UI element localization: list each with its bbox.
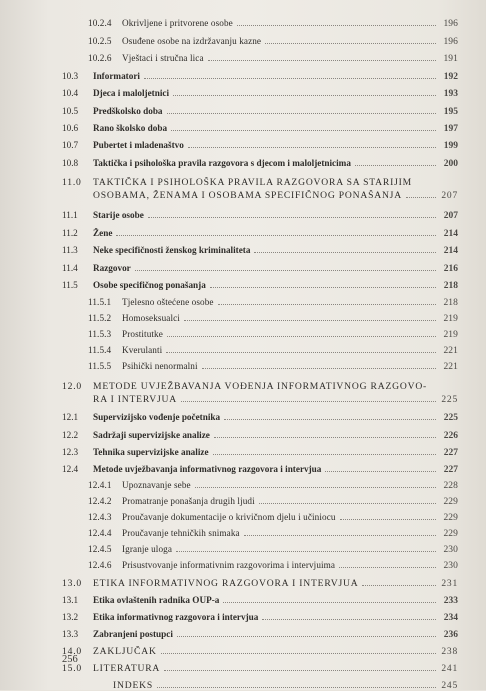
toc-entry (88, 361, 458, 372)
toc-entry-page: 234 (443, 613, 458, 623)
toc-entry (88, 560, 458, 571)
toc-entry (88, 329, 458, 340)
dot-leader (224, 418, 436, 420)
toc-entry-title: Psihički nenormalni (122, 361, 198, 371)
dot-leader (167, 335, 436, 337)
toc-entry (62, 88, 458, 99)
toc-entry-title: INDEKS (113, 680, 153, 691)
toc-entry-page: 221 (443, 346, 458, 356)
toc-entry-page: 219 (443, 330, 458, 340)
toc-entry-continuation (93, 394, 458, 405)
toc-entry-title: Tjelesno oštećene osobe (122, 297, 214, 307)
toc-entry-number: 12.4.3 (88, 512, 112, 522)
dot-leader (157, 686, 436, 688)
toc-entry-number: 12.4.2 (88, 496, 112, 506)
dot-leader (325, 470, 436, 472)
toc-entry-title: Predškolsko doba (93, 106, 163, 116)
dot-leader (171, 129, 436, 131)
toc-entry (88, 528, 458, 539)
dot-leader (176, 550, 436, 552)
toc-entry-page: 193 (443, 89, 458, 99)
toc-entry-page: 218 (443, 298, 458, 308)
toc-entry-page: 230 (443, 561, 458, 571)
toc-entry-title: Proučavanje tehničkih snimaka (122, 528, 240, 538)
toc-entry-page: 233 (443, 596, 458, 606)
toc-entry-number: 10.2.4 (88, 18, 112, 28)
toc-entry-number: 11.5.5 (88, 361, 112, 371)
toc-entry-number: 12.2 (62, 430, 79, 440)
toc-entry-page: 221 (443, 362, 458, 372)
dot-leader (362, 584, 436, 586)
toc-entry-continuation (93, 190, 458, 201)
toc-entry-page: 195 (443, 107, 458, 117)
dot-leader (210, 286, 436, 288)
toc-entry-number: 11.2 (62, 228, 78, 238)
toc-entry-number: 12.0 (62, 381, 82, 392)
toc-entry-title: Okrivljene i pritvorene osobe (122, 18, 233, 28)
dot-leader (218, 303, 436, 305)
toc-entry-page: 229 (443, 497, 458, 507)
toc-entry-page: 225 (441, 395, 458, 405)
dot-leader (254, 251, 436, 253)
toc-entry (62, 412, 458, 423)
toc-entry-number: 10.6 (62, 123, 79, 133)
toc-entry-number: 10.4 (62, 88, 79, 98)
toc-entry-title: LITERATURA (93, 663, 161, 674)
toc-entry-title: ZAKLJUČAK (93, 646, 157, 657)
toc-entry (62, 71, 458, 82)
toc-entry-title: TAKTIČKA I PSIHOLOŠKA PRAVILA RAZGOVORA SA STARIJIM (93, 177, 412, 188)
dot-leader (262, 618, 436, 620)
toc-entry-number: 12.4.4 (88, 528, 112, 538)
toc-entry-title: Zabranjeni postupci (93, 629, 173, 639)
toc-entry-title: Vještaci i stručna lica (122, 53, 204, 63)
page-number: 256 (62, 654, 78, 665)
toc-entry (62, 140, 458, 151)
dot-leader (135, 269, 436, 271)
toc-entry-number: 12.4.5 (88, 544, 112, 554)
toc-entry-page: 214 (443, 246, 458, 256)
toc-entry-number: 15.0 (62, 663, 82, 674)
toc-entry (88, 480, 458, 491)
toc-entry-page: 196 (443, 37, 458, 47)
dot-leader (244, 534, 436, 536)
dot-leader (340, 518, 436, 520)
toc-entry-number: 10.2.6 (88, 53, 112, 63)
toc-entry-page: 231 (441, 579, 458, 589)
toc-entry-number: 11.5 (62, 280, 78, 290)
toc-entry-page: 207 (441, 191, 458, 201)
toc-entry-title: Informatori (93, 71, 140, 81)
toc-entry-page: 229 (443, 513, 458, 523)
dot-leader (355, 164, 436, 166)
toc-entry-title: Taktička i psihološka pravila razgovora s djecom i maloljetnicima (93, 158, 351, 168)
toc-entry-number: 10.3 (62, 71, 79, 81)
dot-leader (161, 652, 436, 654)
toc-entry-title: Neke specifičnosti ženskog kriminaliteta (93, 245, 251, 255)
toc-entry (62, 663, 458, 674)
dot-leader (195, 486, 436, 488)
toc-entry (62, 245, 458, 256)
toc-entry-title: Kverulanti (122, 345, 163, 355)
toc-entry-number: 11.5.3 (88, 329, 112, 339)
toc-entry-title: Tehnika supervizijske analize (93, 447, 209, 457)
toc-entry-page: 199 (443, 141, 458, 151)
dot-leader (223, 601, 436, 603)
toc-entry (88, 544, 458, 555)
dot-leader (173, 94, 436, 96)
dot-leader (214, 436, 436, 438)
toc-entry-page: 216 (443, 264, 458, 274)
toc-entry-title: Etika ovlaštenih radnika OUP-a (93, 595, 220, 605)
toc-entry-page: 229 (443, 529, 458, 539)
toc-entry-title-continued: OSOBAMA, ŽENAMA I OSOBAMA SPECIFIČNOG PONAŠANJA (93, 190, 402, 201)
toc-entry (62, 280, 458, 291)
toc-entry (62, 612, 458, 623)
toc-entry (62, 106, 458, 117)
toc-entry (62, 228, 458, 239)
toc-entry (62, 177, 458, 188)
dot-leader (148, 216, 436, 218)
dot-leader (181, 400, 436, 402)
toc-entry (62, 629, 458, 640)
toc-entry-title: Pubertet i mladenaštvo (93, 140, 184, 150)
toc-entry-number: 10.5 (62, 106, 79, 116)
toc-entry-title: Djeca i maloljetnici (93, 88, 170, 98)
toc-entry-page: 196 (443, 19, 458, 29)
toc-entry-title-continued: RA I INTERVJUA (93, 394, 177, 405)
toc-entry-number: 12.1 (62, 412, 79, 422)
toc-entry (62, 578, 458, 589)
toc-entry (88, 496, 458, 507)
dot-leader (184, 319, 436, 321)
toc-entry-page: 207 (443, 211, 458, 221)
toc-entry (62, 263, 458, 274)
toc-entry-title: Prisustvovanje informativnim razgovorima i intervjuima (122, 560, 336, 570)
toc-entry-number: 12.4 (62, 464, 79, 474)
dot-leader (166, 351, 436, 353)
toc-entry-page: 230 (443, 545, 458, 555)
dot-leader (213, 453, 436, 455)
toc-entry-page: 238 (441, 647, 458, 657)
toc-entry-number: 11.5.1 (88, 297, 112, 307)
toc-entry (88, 18, 458, 29)
toc-entry (88, 36, 458, 47)
toc-entry-title: Starije osobe (93, 210, 144, 220)
dot-leader (202, 367, 436, 369)
toc-entry-number: 10.2.5 (88, 36, 112, 46)
toc-entry-number: 11.1 (62, 210, 78, 220)
toc-entry-title: Razgovor (93, 263, 131, 273)
toc-entry-title: ETIKA INFORMATIVNOG RAZGOVORA I INTERVJUA (93, 578, 359, 589)
toc-entry-number: 13.2 (62, 612, 79, 622)
toc-entry-title: METODE UVJEŽBAVANJA VOĐENJA INFORMATIVNOG RAZGOVO- (93, 381, 428, 392)
toc-entry (88, 512, 458, 523)
toc-entry (62, 381, 458, 392)
toc-entry-page: 200 (443, 159, 458, 169)
dot-leader (406, 196, 436, 198)
toc-entry-number: 13.1 (62, 595, 79, 605)
dot-leader (167, 112, 436, 114)
toc-entry-page: 245 (441, 681, 458, 691)
dot-leader (339, 566, 436, 568)
toc-entry (62, 680, 458, 691)
toc-entry-title: Proučavanje dokumentacije o krivičnom djelu i učiniocu (122, 512, 336, 522)
dot-leader (116, 234, 436, 236)
toc-entry-page: 191 (443, 54, 458, 64)
toc-entry-number: 12.4.6 (88, 560, 112, 570)
toc-entry-page: 197 (443, 124, 458, 134)
toc-entry-page: 227 (443, 448, 458, 458)
toc-entry-page: 192 (443, 72, 458, 82)
dot-leader (237, 24, 436, 26)
dot-leader (259, 502, 436, 504)
toc-entry-number: 11.3 (62, 245, 78, 255)
toc-entry (88, 345, 458, 356)
toc-entry (88, 53, 458, 64)
toc-entry (62, 158, 458, 169)
toc-entry-title: Osuđene osobe na izdržavanju kazne (122, 36, 262, 46)
toc-entry-page: 228 (443, 481, 458, 491)
toc-entry-title: Žene (93, 228, 113, 238)
toc-entry-page: 225 (443, 413, 458, 423)
toc-entry-page: 218 (443, 281, 458, 291)
toc-entry-title: Etika informativnog razgovora i intervjua (93, 612, 259, 622)
toc-entry (62, 447, 458, 458)
dot-leader (144, 77, 436, 79)
toc-entry (88, 297, 458, 308)
toc-entry-number: 12.3 (62, 447, 79, 457)
dot-leader (177, 635, 436, 637)
toc-entry-title: Upoznavanje sebe (122, 480, 191, 490)
toc-entry (62, 464, 458, 475)
toc-entry-title: Supervizijsko vođenje početnika (93, 412, 221, 422)
toc-entry-title: Rano školsko doba (93, 123, 168, 133)
toc-entry-page: 227 (443, 465, 458, 475)
toc-entry-page: 219 (443, 314, 458, 324)
toc-entry-title: Igranje uloga (122, 544, 173, 554)
dot-leader (164, 669, 436, 671)
toc-entry-number: 11.5.4 (88, 345, 112, 355)
toc-entry-title: Homoseksualci (122, 313, 180, 323)
toc-entry-number: 11.5.2 (88, 313, 112, 323)
dot-leader (265, 42, 436, 44)
toc-entry-number: 14.0 (62, 646, 82, 657)
toc-entry-number: 11.0 (62, 177, 82, 188)
toc-entry-number: 11.4 (62, 263, 78, 273)
toc-entry-page: 214 (443, 229, 458, 239)
toc-entry-title: Metode uvježbavanja informativnog razgovora i intervjua (93, 464, 322, 474)
toc-entry (62, 210, 458, 221)
toc-entry-title: Promatranje ponašanja drugih ljudi (122, 496, 255, 506)
dot-leader (188, 146, 436, 148)
dot-leader (208, 59, 436, 61)
toc-entry (88, 313, 458, 324)
toc-entry (62, 646, 458, 657)
toc-entry-page: 241 (441, 664, 458, 674)
toc-entry (62, 595, 458, 606)
toc-entry-number: 13.0 (62, 578, 82, 589)
toc-entry (62, 430, 458, 441)
toc-entry-page: 226 (443, 431, 458, 441)
toc-entry-title: Osobe specifičnog ponašanja (93, 280, 206, 290)
toc-entry-number: 13.3 (62, 629, 79, 639)
toc-entry-number: 10.8 (62, 158, 79, 168)
toc-entry-title: Sadržaji supervizijske analize (93, 430, 210, 440)
toc-entry-page: 236 (443, 630, 458, 640)
toc-entry-number: 10.7 (62, 140, 79, 150)
toc-entry-title: Prostitutke (122, 329, 163, 339)
toc-entry (62, 123, 458, 134)
toc-entry-number: 12.4.1 (88, 480, 112, 490)
